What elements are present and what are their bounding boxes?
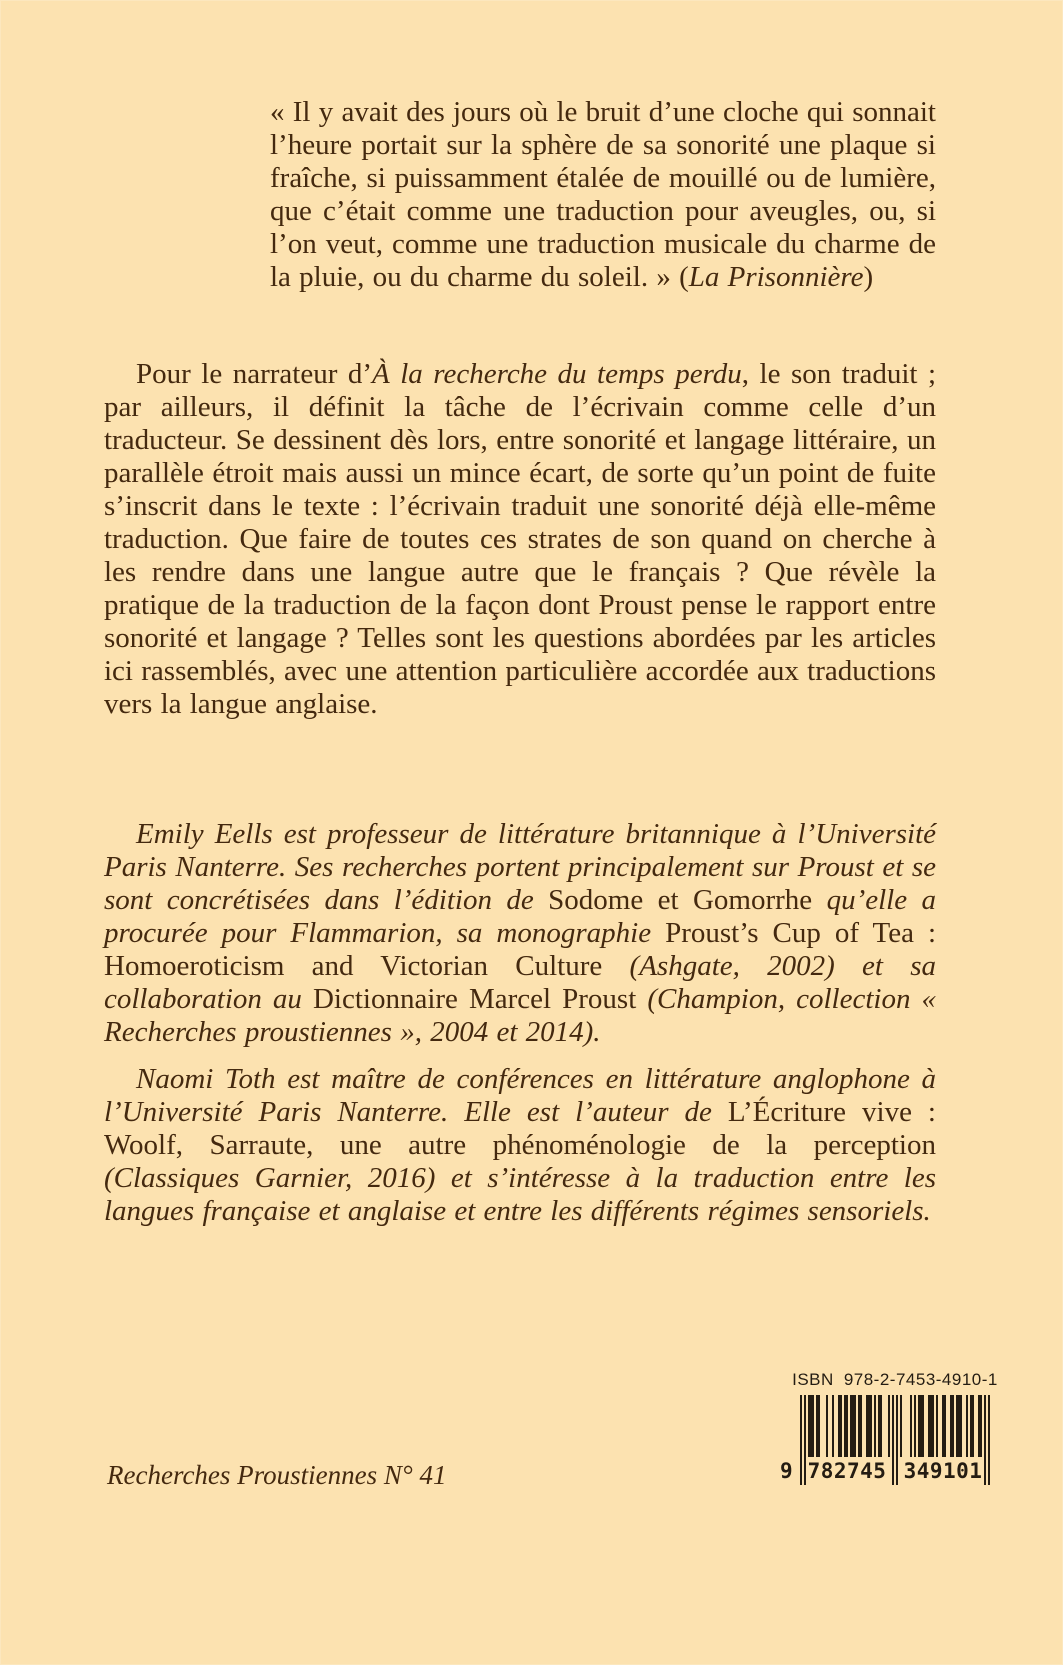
epigraph-quote: « Il y avait des jours où le bruit d’une cloche qui sonnait l’heure portait sur la sphère de sa sonorité une plaque si fraîche, si puissamment étalée de mouillé ou de lumière, que c’était comme une traduction pour aveugles, ou, si l’on veut, comme une traduction musicale du charme de la pluie, ou du charme du soleil. » (La Prisonnière) [270, 96, 936, 293]
barcode-digits-left: 782745 [807, 1459, 887, 1483]
isbn-number [770, 1370, 1020, 1390]
isbn-block [770, 1370, 1020, 1487]
barcode-digit-first: 9 [780, 1459, 794, 1483]
barcode-digits-right: 349101 [903, 1459, 983, 1483]
bio-naomi-toth: Naomi Toth est maître de conférences en littérature anglophone à l’Université Paris Nanterre. Elle est l’auteur de L’Écriture vive : Woolf, Sarraute, une autre phénoménologie de la perception (Classiques Garnier, 2016) et s’intéresse à la traduction entre les langues française et anglaise et entre les différents régimes sensoriels. [104, 1063, 936, 1227]
barcode [780, 1395, 990, 1487]
isbn-label: ISBN [792, 1370, 834, 1389]
series-title: Recherches Proustiennes N° 41 [107, 1460, 447, 1490]
synopsis-paragraph: Pour le narrateur d’À la recherche du temps perdu, le son traduit ; par ailleurs, il définit la tâche de l’écrivain comme celle d’un traducteur. Se dessinent dès lors, entre sonorité et langage littéraire, un parallèle étroit mais aussi un mince écart, de sorte qu’un point de fuite s’inscrit dans le texte : l’écrivain traduit une sonorité déjà elle-même traduction. Que faire de toutes ces strates de son quand on cherche à les rendre dans une langue autre que le français ? Que révèle la pratique de la traduction de la façon dont Proust pense le rapport entre sonorité et langage ? Telles sont les questions abordées par les articles ici rassemblés, avec une attention particulière accordée aux traductions vers la langue anglaise. [104, 358, 937, 720]
isbn-value: 978-2-7453-4910-1 [843, 1370, 998, 1389]
bio-emily-eells: Emily Eells est professeur de littérature britannique à l’Université Paris Nanterre. Ses recherches portent principalement sur Proust et se sont concrétisées dans l’édition de Sodome et Gomorrhe qu’elle a procurée pour Flammarion, sa monographie Proust’s Cup of Tea : Homoeroticism and Victorian Culture (Ashgate, 2002) et sa collaboration au Dictionnaire Marcel Proust (Champion, collection « Recherches proustiennes », 2004 et 2014). [104, 818, 937, 1048]
